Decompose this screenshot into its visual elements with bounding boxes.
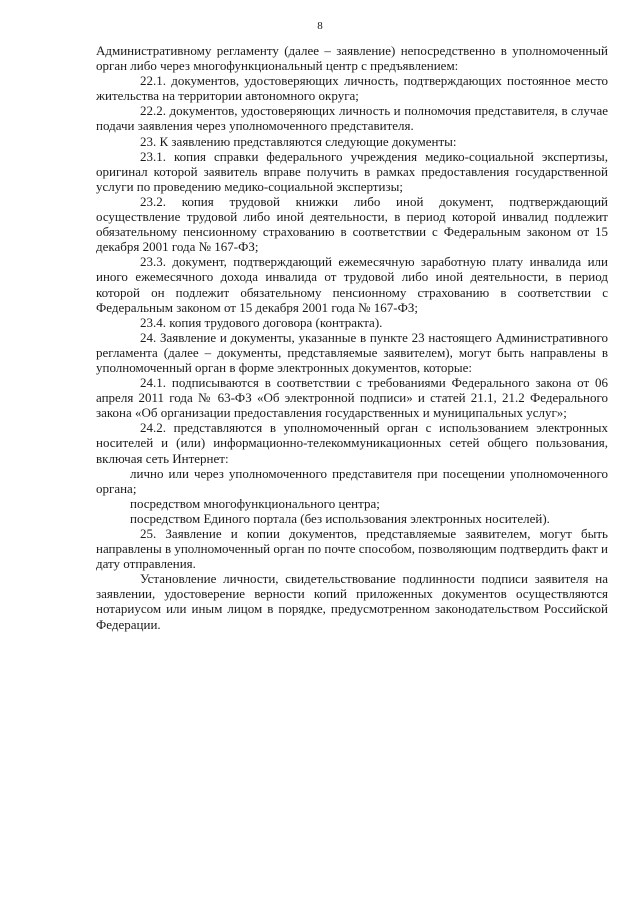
- paragraph-23-1: 23.1. копия справки федерального учреждения медико-социальной экспертизы, оригинал которой заявитель вправе получить в рамках предоставления государственной услуги по проведению медико-социальной экспертизы;: [96, 148, 608, 194]
- paragraph-22-1: 22.1. документов, удостоверяющих личность, подтверждающих постоянное место жительства на территории автономного округа;: [96, 73, 608, 104]
- document-body: [96, 43, 608, 632]
- paragraph-22-2: 22.2. документов, удостоверяющих личность и полномочия представителя, в случае подачи заявления через уполномоченного представителя.: [96, 103, 608, 134]
- paragraph-23-4: 23.4. копия трудового договора (контракта).: [140, 314, 383, 330]
- paragraph-23-3: 23.3. документ, подтверждающий ежемесячную заработную плату инвалида или иного ежемесячного дохода инвалида от трудовой либо иной деятельности, в период которой он подлежит обязательному пенсионному страхованию в соответствии с Федеральным законом от 15 декабря 2001 года № 167-ФЗ;: [96, 254, 608, 315]
- page-number: 8: [317, 20, 323, 32]
- paragraph-24-1: 24.1. подписываются в соответствии с требованиями Федерального закона от 06 апреля 2011 года № 63-ФЗ «Об электронной подписи» и статей 21.1, 21.2 Федерального закона «Об организации предоставления государственных и муниципальных услуг»;: [96, 375, 608, 421]
- paragraph-portal: посредством Единого портала (без использования электронных носителей).: [130, 510, 550, 526]
- paragraph-24-2: 24.2. представляются в уполномоченный орган с использованием электронных носителей и (или) информационно-телекоммуникационных сетей общего пользования, включая сеть Интернет:: [96, 420, 608, 466]
- paragraph-24: 24. Заявление и документы, указанные в пункте 23 настоящего Административного регламента (далее – документы, представляемые заявителем), могут быть направлены в уполномоченный орган в форме электронных документов, которые:: [96, 329, 608, 375]
- paragraph-23: 23. К заявлению представляются следующие документы:: [140, 133, 457, 149]
- paragraph-23-2: 23.2. копия трудовой книжки либо иной документ, подтверждающий осуществление трудовой либо иной деятельности, в период которой инвалид подлежит обязательному пенсионному страхованию в соответствии с Федеральным законом от 15 декабря 2001 года № 167-ФЗ;: [96, 193, 608, 255]
- paragraph-intro: Административному регламенту (далее – заявление) непосредственно в уполномоченный орган либо через многофункциональный центр с предъявлением:: [96, 43, 608, 74]
- paragraph-25: 25. Заявление и копии документов, представляемые заявителем, могут быть направлены в уполномоченный орган по почте способом, позволяющим подтвердить факт и дату отправления.: [96, 526, 608, 572]
- paragraph-notary: Установление личности, свидетельствование подлинности подписи заявителя на заявлении, удостоверение верности копий приложенных документов осуществляются нотариусом или иным лицом в порядке, предусмотренном законодательством Российской Федерации.: [96, 571, 608, 632]
- paragraph-in-person: лично или через уполномоченного представителя при посещении уполномоченного органа;: [96, 465, 608, 496]
- paragraph-mfc: посредством многофункционального центра;: [130, 495, 380, 511]
